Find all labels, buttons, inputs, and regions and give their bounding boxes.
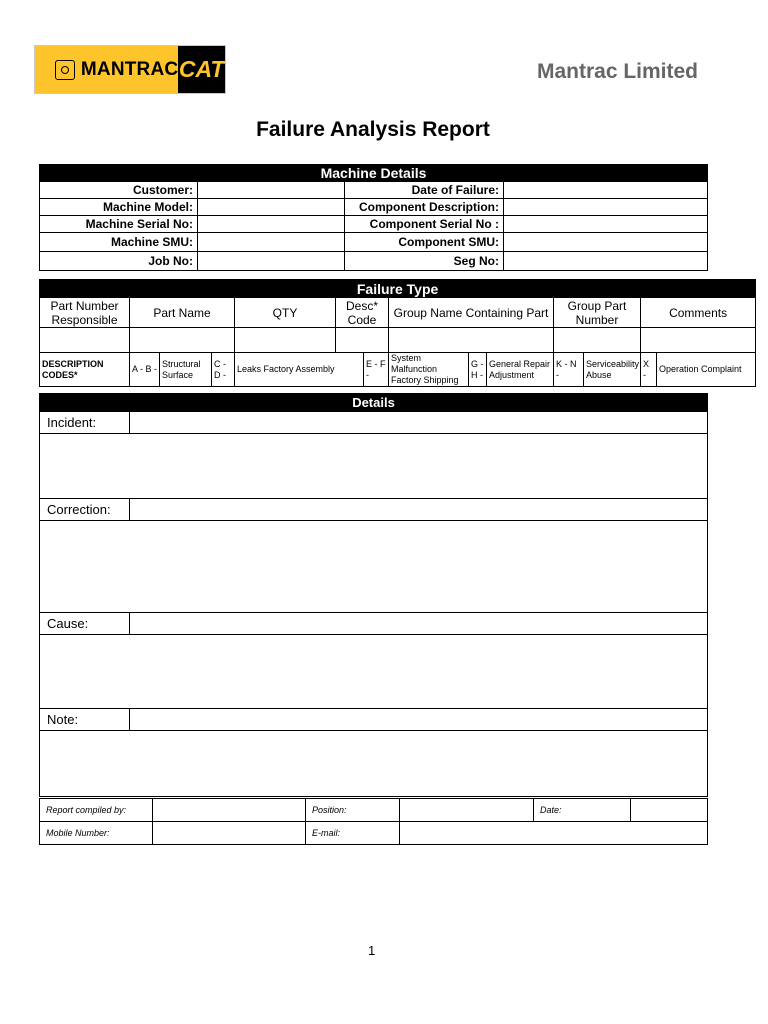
code-names: General Repair Adjustment [487,353,554,387]
machine-smu-label: Machine SMU: [40,233,198,252]
failure-type-table [39,279,756,387]
component-serial-label: Component Serial No : [345,216,504,233]
seg-no-label: Seg No: [345,252,504,271]
email-label: E-mail: [306,822,400,845]
machine-model-label: Machine Model: [40,199,198,216]
component-smu-label: Component SMU: [345,233,504,252]
page-title: Failure Analysis Report [256,118,490,141]
machine-details-heading: Machine Details [40,165,708,182]
position-field[interactable] [400,799,534,822]
code-names: Operation Complaint [657,353,756,387]
email-field[interactable] [400,822,708,845]
code-letters: E - F - [364,353,389,387]
note-text-area[interactable] [40,731,708,797]
mantrac-emblem-icon [55,60,75,80]
code-names: Serviceability Abuse [584,353,641,387]
group-name-field[interactable] [389,328,554,353]
machine-smu-field[interactable] [198,233,345,252]
code-letters: C - D - [212,353,235,387]
correction-summary-field[interactable] [130,499,708,521]
cause-label: Cause: [40,613,130,635]
col-part-name: Part Name [130,298,235,328]
col-group-name: Group Name Containing Part [389,298,554,328]
position-label: Position: [306,799,400,822]
qty-field[interactable] [235,328,336,353]
col-desc-code: Desc* Code [336,298,389,328]
incident-summary-field[interactable] [130,412,708,434]
code-letters: A - B - [130,353,160,387]
signoff-table [39,798,708,845]
mantrac-brand-text: MANTRAC [80,58,179,80]
customer-field[interactable] [198,182,345,199]
job-no-field[interactable] [198,252,345,271]
correction-label: Correction: [40,499,130,521]
date-of-failure-field[interactable] [504,182,708,199]
incident-text-area[interactable] [40,434,708,499]
component-smu-field[interactable] [504,233,708,252]
compiled-by-field[interactable] [153,799,306,822]
col-group-part-number: Group Part Number [554,298,641,328]
code-names: Structural Surface [160,353,212,387]
code-names: System Malfunction Factory Shipping [389,353,469,387]
part-number-field[interactable] [40,328,130,353]
incident-label: Incident: [40,412,130,434]
cause-text-area[interactable] [40,635,708,709]
comments-field[interactable] [641,328,756,353]
part-name-field[interactable] [130,328,235,353]
group-part-number-field[interactable] [554,328,641,353]
code-letters: X - [641,353,657,387]
details-heading: Details [40,394,708,412]
col-part-number: Part Number Responsible [40,298,130,328]
compiled-by-label: Report compiled by: [40,799,153,822]
component-description-field[interactable] [504,199,708,216]
mobile-field[interactable] [153,822,306,845]
page-number: 1 [368,943,376,958]
description-codes-label: DESCRIPTION CODES* [40,353,130,387]
machine-details-table [39,164,708,271]
code-letters: K - N - [554,353,584,387]
failure-type-heading: Failure Type [40,280,756,298]
note-summary-field[interactable] [130,709,708,731]
machine-serial-label: Machine Serial No: [40,216,198,233]
mobile-label: Mobile Number: [40,822,153,845]
date-field[interactable] [631,799,708,822]
machine-model-field[interactable] [198,199,345,216]
col-qty: QTY [235,298,336,328]
date-label: Date: [534,799,631,822]
customer-label: Customer: [40,182,198,199]
seg-no-field[interactable] [504,252,708,271]
col-comments: Comments [641,298,756,328]
code-names: Leaks Factory Assembly [235,353,364,387]
correction-text-area[interactable] [40,521,708,613]
details-table [39,393,708,797]
date-of-failure-label: Date of Failure: [345,182,504,199]
component-description-label: Component Description: [345,199,504,216]
note-label: Note: [40,709,130,731]
desc-code-field[interactable] [336,328,389,353]
job-no-label: Job No: [40,252,198,271]
component-serial-field[interactable] [504,216,708,233]
machine-serial-field[interactable] [198,216,345,233]
cause-summary-field[interactable] [130,613,708,635]
code-letters: G - H - [469,353,487,387]
company-name: Mantrac Limited [536,60,698,83]
mantrac-cat-logo [34,45,226,94]
cat-logo: CAT [178,46,225,93]
